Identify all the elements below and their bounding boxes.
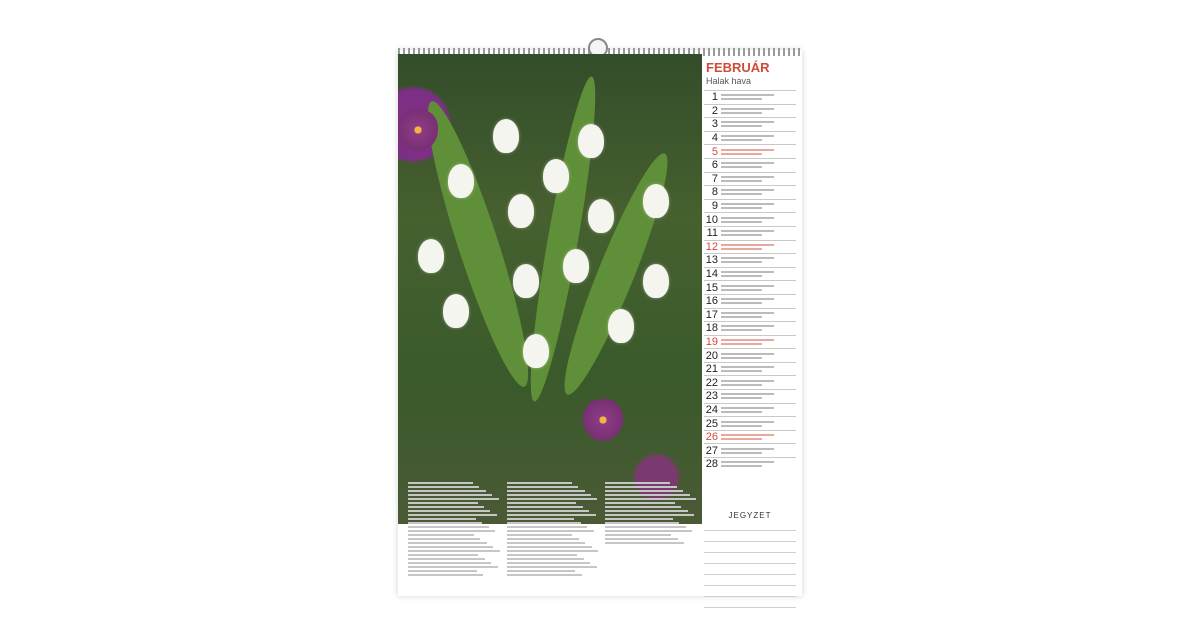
text-line	[408, 502, 478, 504]
snowdrop-flower	[418, 239, 444, 273]
text-line	[507, 506, 583, 508]
text-line	[408, 494, 492, 496]
day-list	[704, 90, 796, 471]
day-detail-lines	[721, 270, 796, 278]
text-line	[507, 490, 585, 492]
text-line	[507, 514, 596, 516]
text-column	[507, 480, 600, 590]
day-detail-lines	[721, 352, 796, 360]
day-detail-lines	[721, 311, 796, 319]
day-row	[704, 403, 796, 417]
day-number: 28	[705, 458, 718, 471]
day-number: 20	[705, 349, 718, 362]
day-number: 18	[705, 322, 718, 335]
text-line	[507, 570, 576, 572]
day-number: 14	[705, 268, 718, 281]
text-line	[507, 498, 598, 500]
date-column	[704, 60, 796, 590]
day-number: 12	[705, 240, 718, 253]
day-row	[704, 308, 796, 322]
day-number: 15	[705, 281, 718, 294]
day-row	[704, 199, 796, 213]
text-line	[408, 558, 485, 560]
text-line	[507, 530, 594, 532]
day-number: 1	[711, 91, 718, 104]
text-line	[507, 546, 592, 548]
day-detail-lines	[721, 338, 796, 346]
day-number: 11	[706, 227, 718, 240]
text-line	[507, 502, 577, 504]
day-row	[704, 131, 796, 145]
day-row	[704, 253, 796, 267]
note-line	[704, 553, 796, 564]
day-detail-lines	[721, 148, 796, 156]
text-line	[605, 502, 675, 504]
day-number: 5	[711, 145, 718, 158]
snowdrop-flower	[513, 264, 539, 298]
day-row	[704, 226, 796, 240]
text-line	[605, 510, 687, 512]
text-line	[507, 482, 572, 484]
day-number: 7	[711, 172, 718, 185]
text-line	[605, 514, 694, 516]
day-detail-lines	[721, 297, 796, 305]
text-line	[507, 518, 575, 520]
day-row	[704, 416, 796, 430]
snowdrop-flower	[523, 334, 549, 368]
text-line	[605, 486, 676, 488]
day-number: 19	[705, 335, 718, 348]
day-row	[704, 185, 796, 199]
text-line	[605, 518, 673, 520]
text-line	[507, 558, 584, 560]
text-line	[507, 542, 586, 544]
crocus-flower	[583, 399, 623, 441]
text-line	[408, 522, 482, 524]
text-line	[408, 518, 476, 520]
day-number: 24	[705, 403, 718, 416]
note-line	[704, 520, 796, 531]
day-detail-lines	[721, 161, 796, 169]
day-detail-lines	[721, 202, 796, 210]
day-detail-lines	[721, 216, 796, 224]
snowdrop-flower	[608, 309, 634, 343]
snowdrop-flower	[643, 264, 669, 298]
note-line	[704, 542, 796, 553]
day-detail-lines	[721, 93, 796, 101]
day-detail-lines	[721, 107, 796, 115]
day-row	[704, 321, 796, 335]
text-line	[507, 526, 588, 528]
text-line	[605, 490, 683, 492]
snowdrop-flower	[448, 164, 474, 198]
text-line	[507, 510, 589, 512]
note-line	[704, 575, 796, 586]
day-detail-lines	[721, 120, 796, 128]
day-detail-lines	[721, 284, 796, 292]
note-line	[704, 531, 796, 542]
day-number: 21	[705, 363, 718, 376]
snowdrop-flower	[493, 119, 519, 153]
note-line	[704, 564, 796, 575]
text-line	[408, 550, 500, 552]
text-line	[507, 534, 573, 536]
month-subtitle: Halak hava	[706, 76, 752, 86]
text-line	[605, 494, 689, 496]
text-line	[507, 554, 577, 556]
day-row	[704, 172, 796, 186]
text-line	[605, 530, 692, 532]
day-number: 8	[711, 186, 718, 199]
text-line	[408, 554, 478, 556]
text-line	[408, 546, 493, 548]
snowdrop-flower	[563, 249, 589, 283]
text-line	[408, 510, 490, 512]
text-line	[507, 574, 582, 576]
snowdrop-flower	[643, 184, 669, 218]
text-line	[507, 494, 591, 496]
text-line	[408, 542, 487, 544]
day-detail-lines	[721, 243, 796, 251]
text-line	[507, 522, 581, 524]
day-row	[704, 144, 796, 158]
day-detail-lines	[721, 365, 796, 373]
text-line	[408, 534, 474, 536]
day-row	[704, 348, 796, 362]
day-row	[704, 104, 796, 118]
snowdrop-photo	[398, 54, 702, 524]
text-line	[408, 530, 495, 532]
day-detail-lines	[721, 433, 796, 441]
text-line	[605, 534, 671, 536]
day-number: 22	[705, 376, 718, 389]
text-line	[605, 538, 677, 540]
text-column	[408, 480, 501, 590]
day-row	[704, 389, 796, 403]
text-line	[408, 566, 498, 568]
day-row	[704, 362, 796, 376]
day-detail-lines	[721, 447, 796, 455]
snowdrop-flower	[588, 199, 614, 233]
day-row	[704, 240, 796, 254]
day-row	[704, 280, 796, 294]
notes-heading: JEGYZET	[728, 510, 772, 520]
text-column	[605, 480, 698, 590]
day-row	[704, 335, 796, 349]
text-line	[408, 538, 480, 540]
text-line	[408, 526, 489, 528]
day-detail-lines	[721, 379, 796, 387]
article-text	[408, 480, 698, 590]
text-line	[605, 522, 679, 524]
day-detail-lines	[721, 406, 796, 414]
day-row	[704, 457, 796, 471]
note-line	[704, 597, 796, 608]
text-line	[408, 482, 473, 484]
day-number: 23	[705, 390, 718, 403]
text-line	[408, 490, 486, 492]
day-detail-lines	[721, 420, 796, 428]
text-line	[605, 542, 684, 544]
day-number: 13	[705, 254, 718, 267]
day-detail-lines	[721, 460, 796, 468]
day-number: 26	[705, 431, 718, 444]
crocus-flower	[398, 109, 438, 151]
text-line	[408, 514, 497, 516]
day-detail-lines	[721, 229, 796, 237]
day-number: 27	[705, 444, 718, 457]
day-row	[704, 117, 796, 131]
day-row	[704, 294, 796, 308]
day-row	[704, 267, 796, 281]
day-row	[704, 158, 796, 172]
day-number: 17	[705, 308, 718, 321]
day-number: 6	[711, 159, 718, 172]
day-row	[704, 90, 796, 104]
day-number: 16	[705, 295, 718, 308]
wall-calendar	[398, 50, 802, 596]
text-line	[507, 566, 597, 568]
day-number: 9	[711, 200, 718, 213]
day-row	[704, 430, 796, 444]
snowdrop-flower	[443, 294, 469, 328]
text-line	[605, 482, 670, 484]
day-detail-lines	[721, 324, 796, 332]
text-line	[408, 570, 477, 572]
snowdrop-flower	[508, 194, 534, 228]
month-title: FEBRUÁR	[706, 60, 770, 75]
snowdrop-flower	[578, 124, 604, 158]
day-row	[704, 443, 796, 457]
text-line	[408, 486, 479, 488]
text-line	[507, 550, 599, 552]
day-detail-lines	[721, 256, 796, 264]
day-number: 10	[705, 213, 718, 226]
text-line	[408, 562, 491, 564]
day-number: 2	[711, 104, 718, 117]
day-number: 25	[705, 417, 718, 430]
day-detail-lines	[721, 175, 796, 183]
note-line	[704, 586, 796, 597]
text-line	[507, 538, 579, 540]
text-line	[408, 498, 499, 500]
day-detail-lines	[721, 392, 796, 400]
snowdrop-flower	[543, 159, 569, 193]
text-line	[605, 506, 681, 508]
day-detail-lines	[721, 188, 796, 196]
text-line	[605, 526, 686, 528]
text-line	[408, 506, 484, 508]
day-number: 3	[711, 118, 718, 131]
day-number: 4	[711, 132, 718, 145]
day-row	[704, 375, 796, 389]
text-line	[605, 498, 696, 500]
day-row	[704, 212, 796, 226]
text-line	[507, 562, 590, 564]
text-line	[507, 486, 578, 488]
day-detail-lines	[721, 134, 796, 142]
text-line	[408, 574, 483, 576]
